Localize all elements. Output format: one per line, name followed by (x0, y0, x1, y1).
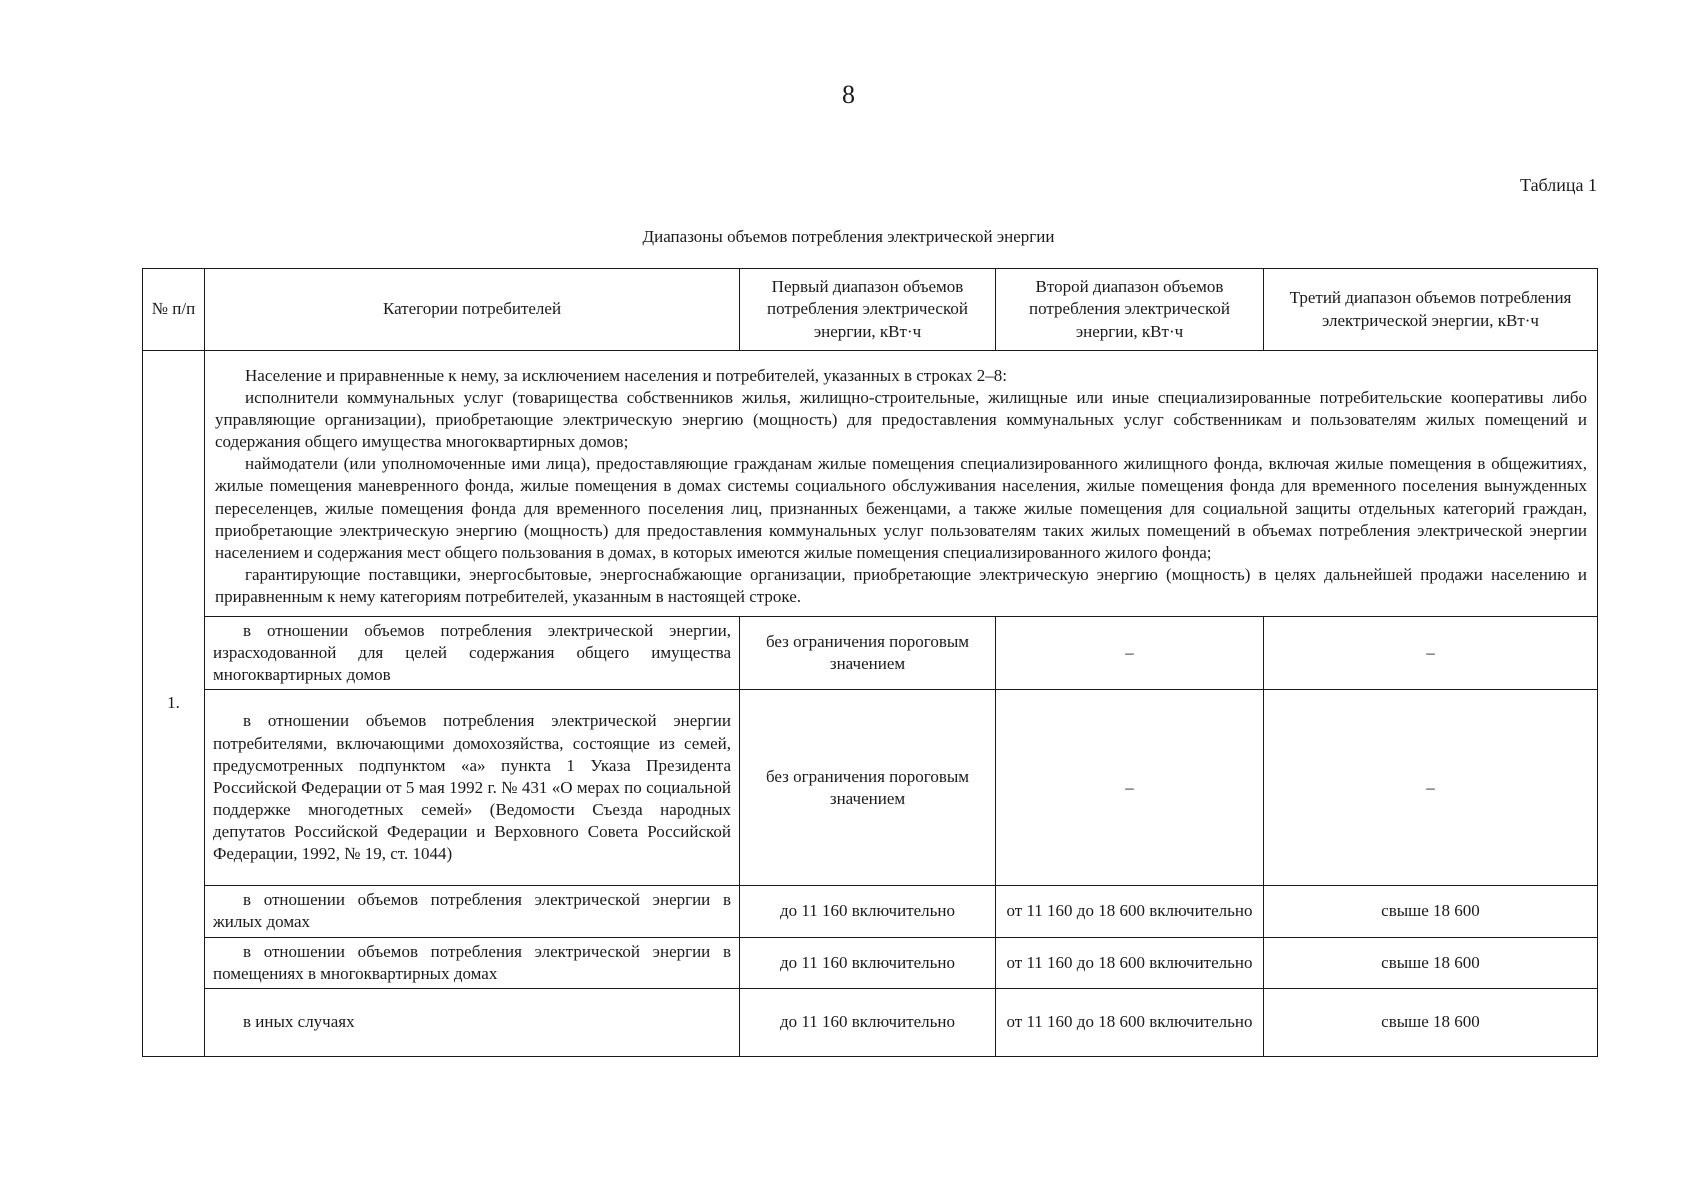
row-1-paragraph: Население и приравненные к нему, за исключением населения и потребителей, указанных в строках 2–8: (245, 366, 1007, 385)
row-1-number: 1. (143, 351, 205, 1057)
subrow-range1: до 11 160 включительно (740, 886, 996, 937)
table-row (143, 690, 1598, 886)
table-header-row (143, 269, 1598, 351)
table-row (143, 937, 1598, 988)
row-1-paragraph: исполнители коммунальных услуг (товарищества собственников жилья, жилищно-строительные, жилищные или иные специализированные потребительские кооперативы либо управляющие организации), приобретающие электрическую энергию (мощность) для предоставления коммунальных услуг собственникам и пользователям жилых помещений и содержания общего имущества многоквартирных домов; (215, 388, 1587, 452)
row-1-paragraph: гарантирующие поставщики, энергосбытовые, энергоснабжающие организации, приобретающие электрическую энергию (мощность) в целях дальнейшей продажи населению и приравненным к нему категориям потребителей, указанным в настоящей строке. (215, 564, 1587, 606)
consumption-ranges-table-wrapper (142, 268, 1597, 1057)
consumption-ranges-table (142, 268, 1598, 1057)
subrow-range3: свыше 18 600 (1264, 988, 1598, 1056)
header-num: № п/п (143, 269, 205, 351)
subrow-range3: свыше 18 600 (1264, 886, 1598, 937)
subrow-category: в отношении объемов потребления электрической энергии в помещениях в многоквартирных домах (205, 937, 740, 988)
header-range2: Второй диапазон объемов потребления электрической энергии, кВт·ч (996, 269, 1264, 351)
subrow-range1: без ограничения пороговым значением (740, 690, 996, 886)
subrow-range3: – (1264, 690, 1598, 886)
table-row (143, 988, 1598, 1056)
row-1-description-cell (205, 351, 1598, 617)
subrow-range3: свыше 18 600 (1264, 937, 1598, 988)
subrow-category: в отношении объемов потребления электрической энергии, израсходованной для целей содержания общего имущества многоквартирных домов (205, 617, 740, 690)
subrow-range2: от 11 160 до 18 600 включительно (996, 886, 1264, 937)
subrow-range2: от 11 160 до 18 600 включительно (996, 937, 1264, 988)
table-label: Таблица 1 (1520, 175, 1597, 195)
header-range3: Третий диапазон объемов потребления электрической энергии, кВт·ч (1264, 269, 1598, 351)
table-title: Диапазоны объемов потребления электрической энергии (642, 227, 1055, 246)
subrow-range2: – (996, 690, 1264, 886)
subrow-range3: – (1264, 617, 1598, 690)
table-row (143, 617, 1598, 690)
subrow-range1: до 11 160 включительно (740, 937, 996, 988)
subrow-category: в отношении объемов потребления электрической энергии потребителями, включающими домохозяйства, состоящие из семей, предусмотренных подпунктом «а» пункта 1 Указа Президента Российской Федерации от 5 мая 1992 г. № 431 «О мерах по социальной поддержке многодетных семей» (Ведомости Съезда народных депутатов Российской Федерации и Верховного Совета Российской Федерации, 1992, № 19, ст. 1044) (205, 690, 740, 886)
header-category: Категории потребителей (205, 269, 740, 351)
subrow-category: в отношении объемов потребления электрической энергии в жилых домах (205, 886, 740, 937)
subrow-category: в иных случаях (205, 988, 740, 1056)
row-1-paragraph: наймодатели (или уполномоченные ими лица), предоставляющие гражданам жилые помещения специализированного жилищного фонда, включая жилые помещения в общежитиях, жилые помещения маневренного фонда, жилые помещения в домах системы социального обслуживания населения, жилые помещения фонда для временного поселения вынужденных переселенцев, жилые помещения фонда для временного поселения лиц, признанных беженцами, а также жилые помещения для социальной защиты отдельных категорий граждан, приобретающие электрическую энергию (мощность) для предоставления коммунальных услуг пользователям таких жилых помещений в объемах потребления электрической энергии населением и содержания мест общего пользования в домах, в которых имеются жилые помещения специализированного жилого фонда; (215, 454, 1587, 562)
page-number: 8 (842, 80, 855, 109)
subrow-range1: до 11 160 включительно (740, 988, 996, 1056)
row-1-description (143, 351, 1598, 617)
table-row (143, 886, 1598, 937)
subrow-range2: – (996, 617, 1264, 690)
subrow-range1: без ограничения пороговым значением (740, 617, 996, 690)
subrow-range2: от 11 160 до 18 600 включительно (996, 988, 1264, 1056)
header-range1: Первый диапазон объемов потребления электрической энергии, кВт·ч (740, 269, 996, 351)
